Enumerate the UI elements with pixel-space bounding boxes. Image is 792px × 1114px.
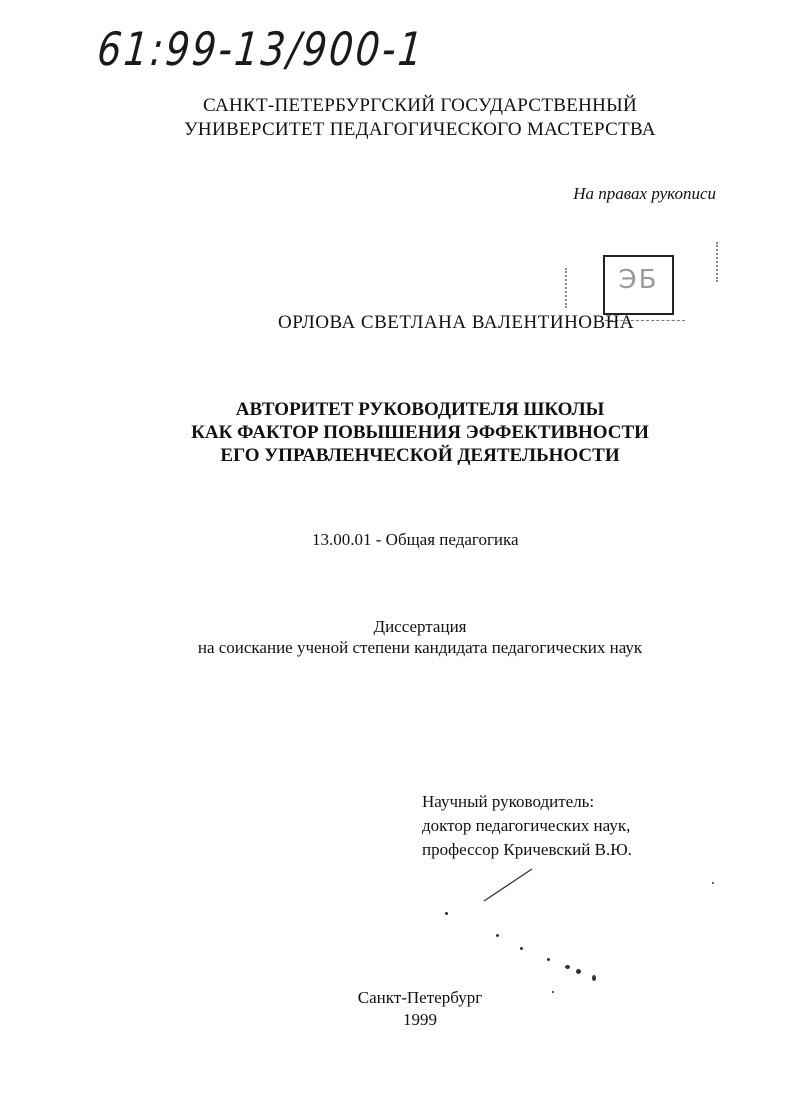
specialty-code: 13.00.01 - Общая педагогика <box>312 530 519 549</box>
title-line: ЕГО УПРАВЛЕНЧЕСКОЙ ДЕЯТЕЛЬНОСТИ <box>220 445 620 466</box>
scan-speck <box>576 969 581 974</box>
library-stamp <box>603 255 674 315</box>
supervisor-block <box>422 790 632 862</box>
institution-line: САНКТ-ПЕТЕРБУРГСКИЙ ГОСУДАРСТВЕННЫЙ <box>202 95 638 116</box>
pen-stroke <box>480 865 540 905</box>
scan-speck <box>712 882 714 884</box>
institution-name <box>0 94 792 142</box>
scan-speck <box>547 958 550 961</box>
author-name: ОРЛОВА СВЕТЛАНА ВАЛЕНТИНОВНА <box>278 312 635 333</box>
stamp-mark <box>565 268 568 308</box>
scan-speck <box>445 912 448 915</box>
rights-note: На правах рукописи <box>573 184 716 203</box>
title-line: КАК ФАКТОР ПОВЫШЕНИЯ ЭФФЕКТИВНОСТИ <box>191 422 649 443</box>
supervisor-line: Научный руководитель: <box>422 792 595 811</box>
stamp-mark <box>716 242 719 282</box>
dissertation-type: Диссертация <box>373 617 467 636</box>
dissertation-title <box>0 398 792 467</box>
scan-speck <box>520 947 523 950</box>
supervisor-line: доктор педагогических наук, <box>422 816 631 835</box>
city: Санкт-Петербург <box>357 988 483 1007</box>
title-line: АВТОРИТЕТ РУКОВОДИТЕЛЯ ШКОЛЫ <box>235 399 605 420</box>
scan-speck <box>592 975 596 981</box>
stamp-text: ЭБ <box>618 265 659 295</box>
supervisor-line: профессор Кричевский В.Ю. <box>422 840 632 859</box>
institution-line: УНИВЕРСИТЕТ ПЕДАГОГИЧЕСКОГО МАСТЕРСТВА <box>184 119 656 140</box>
handwritten-catalog-code: 61:99-13/900-1 <box>95 22 428 76</box>
year: 1999 <box>403 1010 437 1029</box>
scan-speck <box>496 934 499 937</box>
dissertation-purpose: на соискание ученой степени кандидата педагогических наук <box>197 638 643 657</box>
scan-speck <box>565 965 570 969</box>
